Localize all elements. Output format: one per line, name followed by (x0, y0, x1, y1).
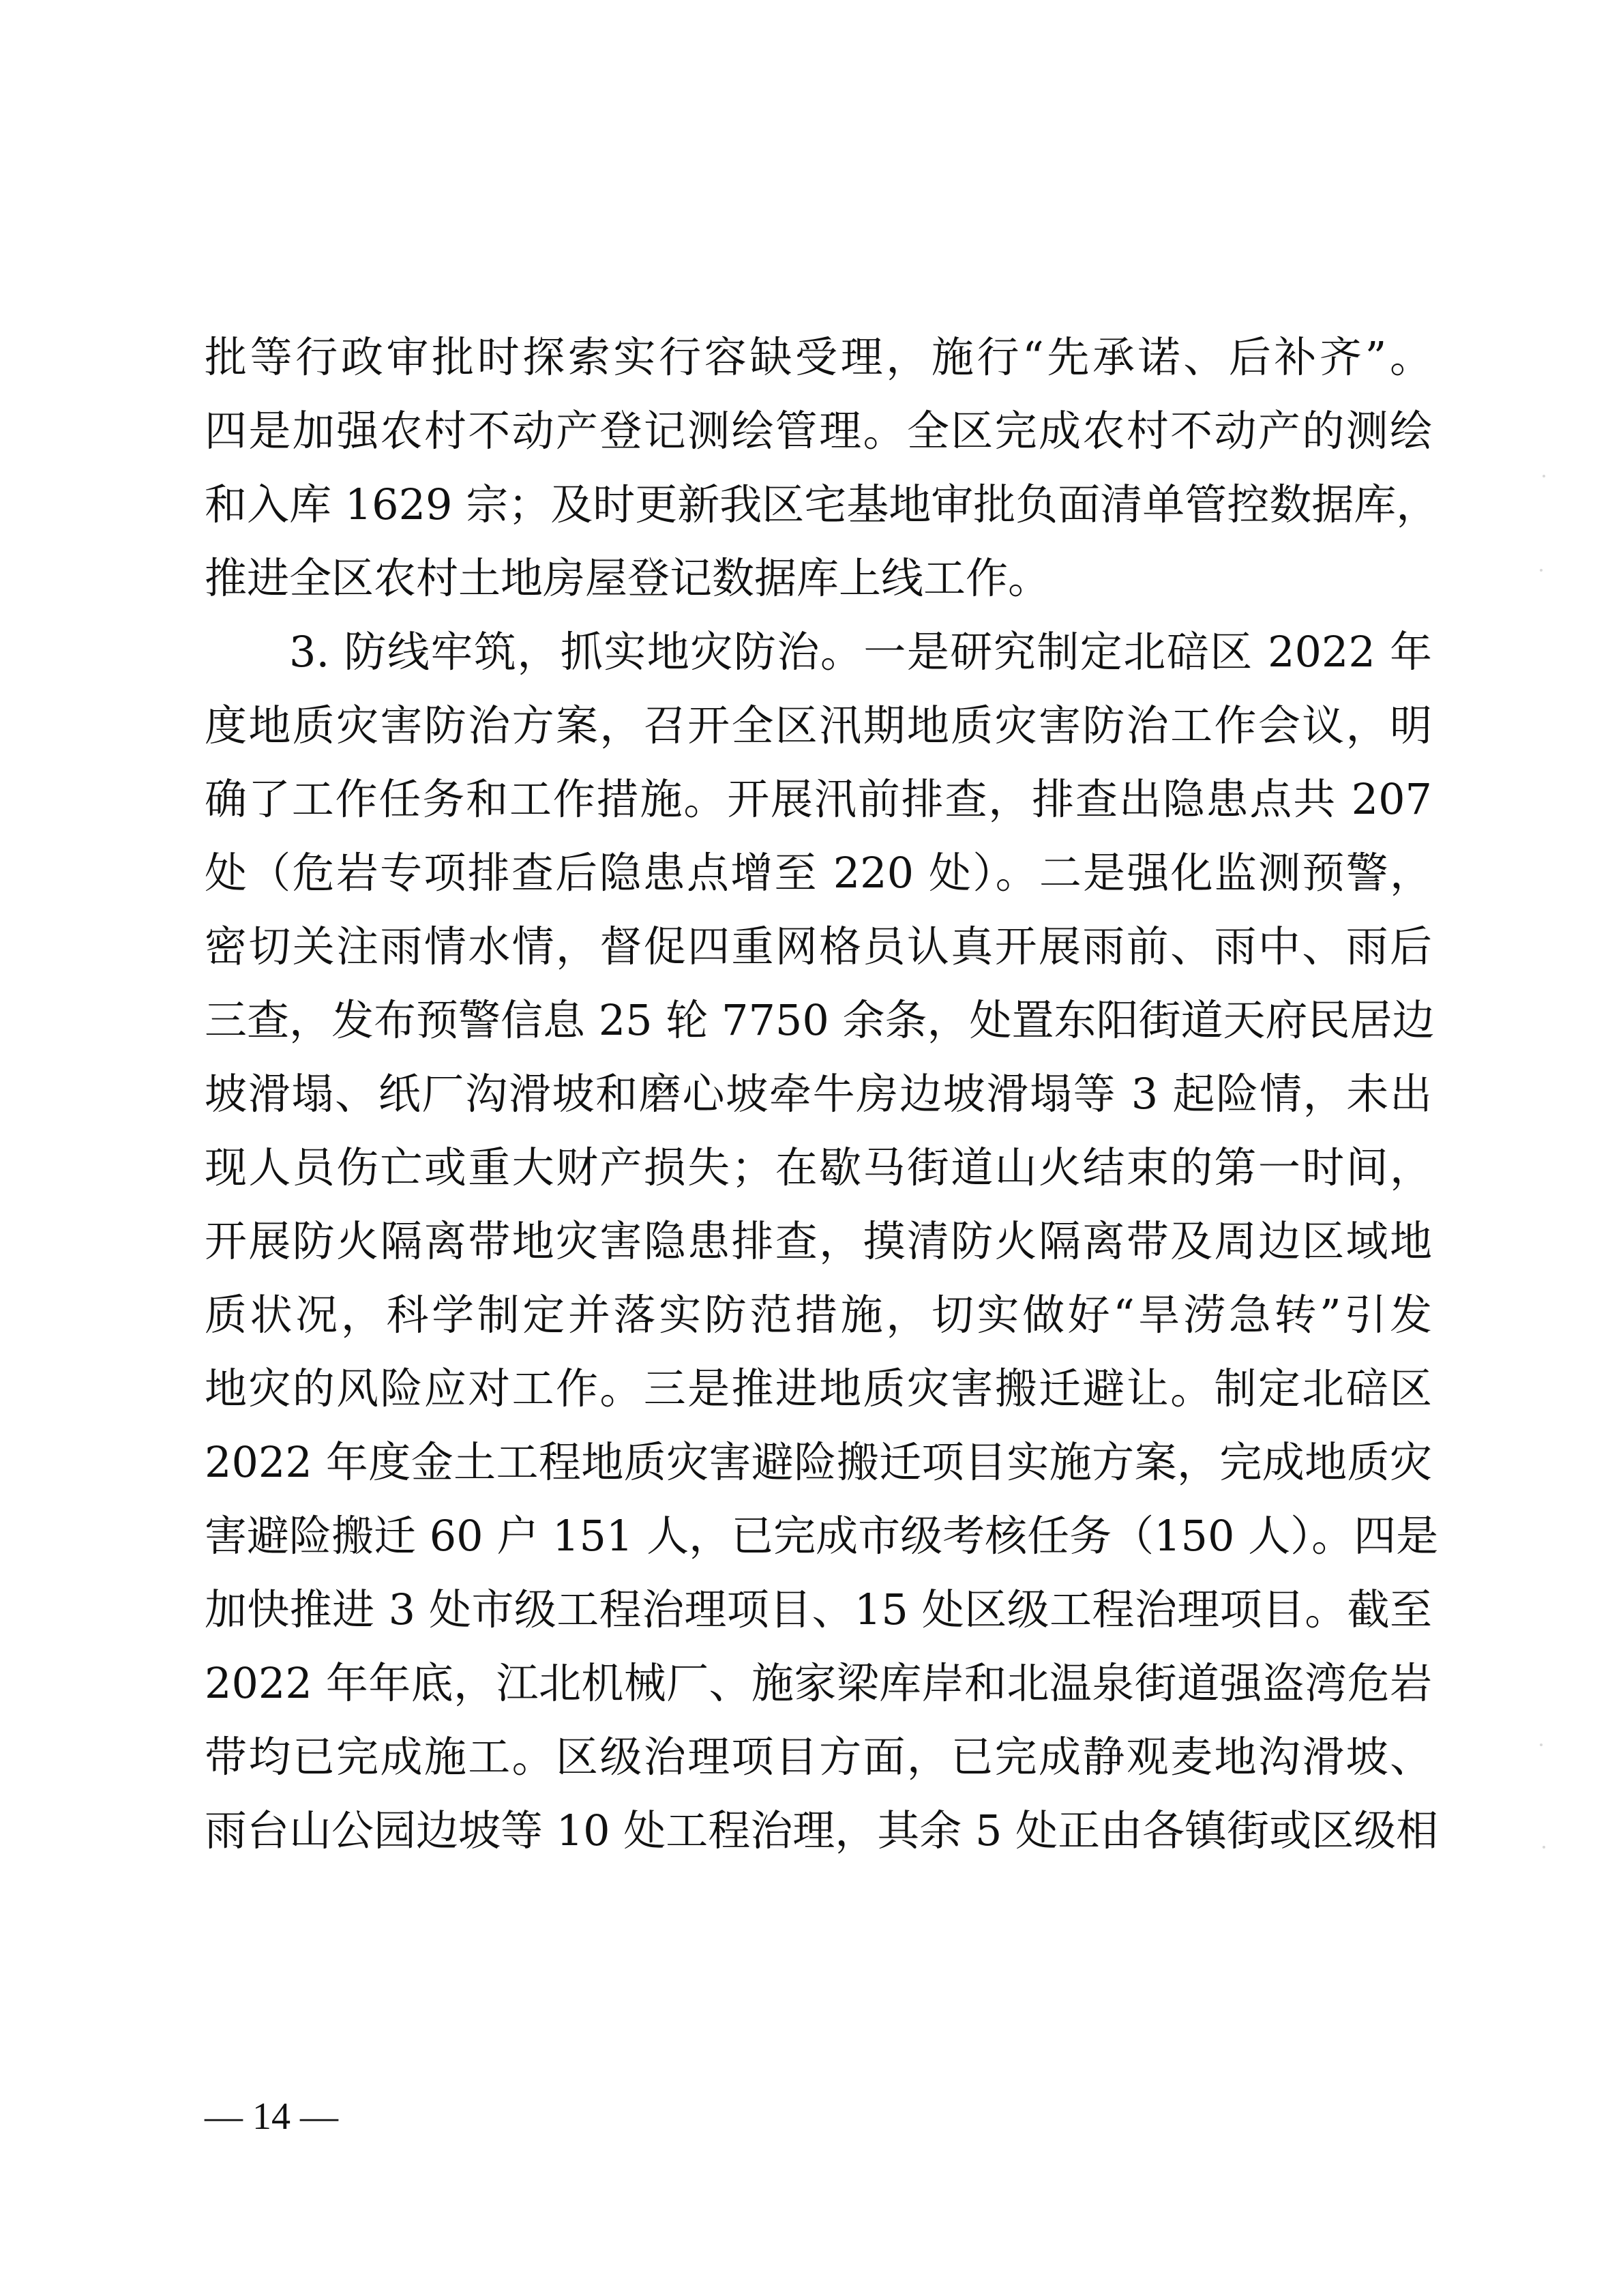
page-number: — 14 — (205, 2095, 338, 2138)
section-heading-line: 3. 防线牢筑，抓实地灾防治。一是研究制定北碚区 2022 年 (289, 627, 1432, 677)
text-line: 2022 年年底，江北机械厂、施家梁库岸和北温泉街道强盗湾危岩 (205, 1658, 1432, 1708)
text-line: 和入库 1629 宗；及时更新我区宅基地审批负面清单管控数据库， (205, 480, 1439, 529)
scan-speck (1540, 569, 1543, 572)
body-text (205, 321, 1439, 1868)
text-line: 四是加强农村不动产登记测绘管理。全区完成农村不动产的测绘 (205, 406, 1432, 456)
text-line: 质状况，科学制定并落实防范措施，切实做好“旱涝急转”引发 (205, 1290, 1432, 1340)
text-line: 密切关注雨情水情，督促四重网格员认真开展雨前、雨中、雨后 (205, 922, 1432, 971)
text-line: 地灾的风险应对工作。三是推进地质灾害搬迁避让。制定北碚区 (205, 1364, 1432, 1413)
scan-speck (1543, 475, 1545, 477)
text-line: 推进全区农村土地房屋登记数据库上线工作。 (205, 553, 1051, 603)
scan-speck (1543, 1846, 1545, 1849)
text-line: 度地质灾害防治方案，召开全区汛期地质灾害防治工作会议，明 (205, 701, 1432, 750)
text-line: 带均已完成施工。区级治理项目方面，已完成静观麦地沟滑坡、 (205, 1732, 1432, 1782)
text-line: 处（危岩专项排查后隐患点增至 220 处）。二是强化监测预警， (205, 848, 1432, 898)
text-line: 现人员伤亡或重大财产损失；在歇马街道山火结束的第一时间， (205, 1143, 1432, 1192)
scan-speck (1540, 1743, 1543, 1746)
text-line: 三查，发布预警信息 25 轮 7750 余条，处置东阳街道天府民居边 (205, 995, 1435, 1045)
text-line: 2022 年度金土工程地质灾害避险搬迁项目实施方案，完成地质灾 (205, 1437, 1432, 1487)
text-line: 批等行政审批时探索实行容缺受理，施行“先承诺、后补齐”。 (205, 332, 1432, 382)
text-line: 坡滑塌、纸厂沟滑坡和磨心坡牵牛房边坡滑塌等 3 起险情，未出 (205, 1069, 1432, 1119)
text-line: 加快推进 3 处市级工程治理项目、15 处区级工程治理项目。截至 (205, 1585, 1432, 1634)
text-line: 确了工作任务和工作措施。开展汛前排查，排查出隐患点共 207 (205, 774, 1432, 824)
text-line: 开展防火隔离带地灾害隐患排查，摸清防火隔离带及周边区域地 (205, 1216, 1432, 1266)
text-line: 雨台山公园边坡等 10 处工程治理，其余 5 处正由各镇街或区级相 (205, 1806, 1439, 1855)
text-line: 害避险搬迁 60 户 151 人，已完成市级考核任务（150 人）。四是 (205, 1511, 1439, 1561)
